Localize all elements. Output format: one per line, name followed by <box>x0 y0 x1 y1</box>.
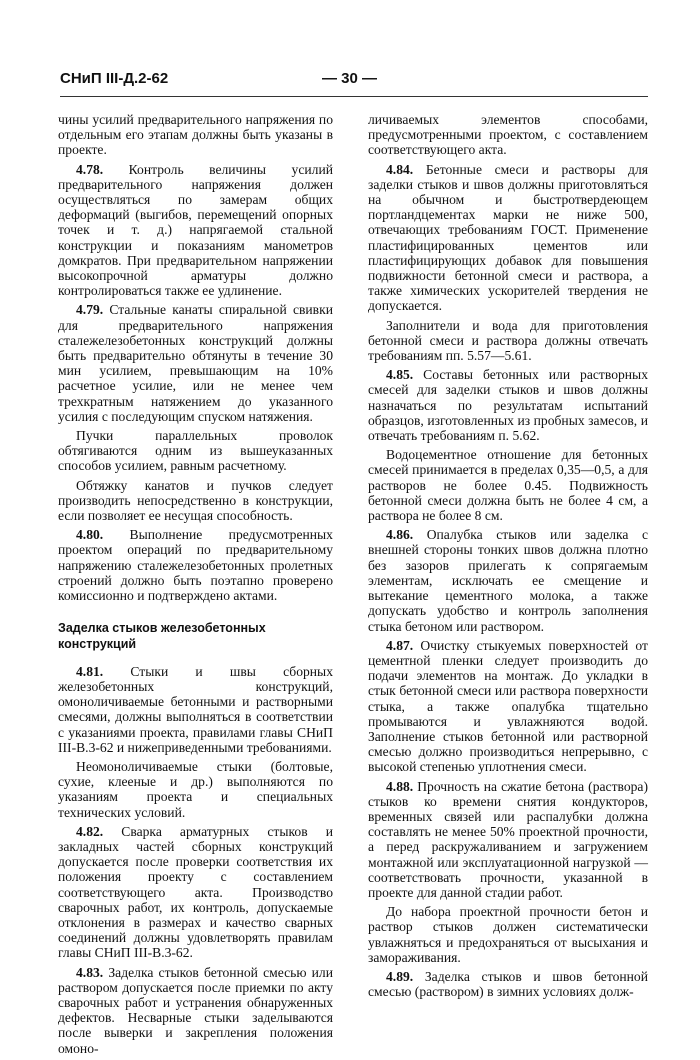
paragraph-4-79: 4.79. Стальные канаты спиральной свивки для предварительного напряжения сталежелезобетонных конструкций должны быть предварительно обтянуты в течение 30 мин усилием, превышающим на 10% расчетное усилие, или не менее чем трехкратным натяжением до указанного усилия с последующим спуском натяжения. <box>58 302 333 424</box>
paragraph-4-84: 4.84. Бетонные смеси и растворы для заделки стыков и швов должны приготовляться на обычном и быстротвердеющем портландцементах марки не ниже 500, отвечающих требованиям ГОСТ. Применение пластифицированных цементов или пластифицирующих добавок для повышения подвижности бетонной смеси и раствора, а также химических ускорителей твердения не допускается. <box>368 161 649 314</box>
clause-number: 4.81. <box>76 663 104 679</box>
paragraph: Пучки параллельных проволок обтягиваются одним из вышеуказанных способов усилием, равным расчетному. <box>58 428 333 474</box>
paragraph-4-86: 4.86. Опалубка стыков или заделка с внешней стороны тонких швов должна плотно без зазоров прилегать к сопрягаемым элементам, исключать ее смещение и вытекание цементного молока, а также допускать удобство и контроль заполнения стыка бетоном или раствором. <box>368 527 648 634</box>
paragraph-4-78: 4.78. Контроль величины усилий предварительного напряжения должен осуществляться по замерам общих деформаций (выгибов, перемещений опорных точек и т. д.) напрягаемой стальной конструкции и показаниям манометров домкратов. При предварительном напряжении высокопрочной арматуры должно контролироваться также ее удлинение. <box>58 161 333 299</box>
clause-number: 4.78. <box>76 161 104 177</box>
page-number: — 30 — <box>322 70 378 87</box>
paragraph-4-80: 4.80. Выполнение предусмотренных проектом операций по предварительному напряжению сталежелезобетонных пролетных строений должно быть поэтапно проверено комиссионно и подтверждено актами. <box>58 527 333 604</box>
paragraph-4-82: 4.82. Сварка арматурных стыков и закладных частей сборных конструкций допускается после проверки соответствия их положения проекту с составлением соответствующего акта. Производство сварочных работ, их контроль, допускаемые отклонения в размерах и качество сварных соединений должны удовлетворять правилам главы СНиП III-В.3-62. <box>58 823 333 961</box>
paragraph-4-88: 4.88. Прочность на сжатие бетона (раствора) стыков ко времени снятия кондукторов, временных связей или распалубки должна составлять не менее 50% проектной прочности, а перед раскружаливанием и загружением монтажной или эксплуатационной нагрузкой — соответствовать прочности, указанной в проекте для данной стадии работ. <box>368 778 648 900</box>
clause-number: 4.89. <box>386 968 414 984</box>
right-column <box>368 112 648 1003</box>
document-code: СНиП III-Д.2-62 <box>60 70 169 87</box>
paragraph: личиваемых элементов способами, предусмотренными проектом, с составлением соответствующего акта. <box>368 112 648 158</box>
paragraph-4-81: 4.81. Стыки и швы сборных железобетонных конструкций, омоноличиваемые бетонными и растворными смесями, должны выполняться в соответствии с указаниями проекта, правилами главы СНиП III-В.3-62 и нижеприведенными требованиями. <box>58 663 333 755</box>
paragraph-4-87: 4.87. Очистку стыкуемых поверхностей от цементной пленки следует производить до подачи элементов на монтаж. До укладки в стык бетонной смеси или раствора поверхности стыка, а также опалубка тщательно промываются и увлажняются водой. Заполнение стыков бетонной или растворной смесью должно производиться непрерывно, с высокой степенью уплотнения смеси. <box>368 637 648 775</box>
clause-number: 4.80. <box>76 527 104 543</box>
paragraph: Водоцементное отношение для бетонных смесей принимается в пределах 0,35—0,5, а для растворов не более 0.45. Подвижность бетонной смеси должна быть не более 4 см, а раствора не более 8 см. <box>368 447 648 524</box>
clause-number: 4.86. <box>386 527 414 543</box>
header-rule <box>60 96 648 97</box>
paragraph-4-83: 4.83. Заделка стыков бетонной смесью или раствором допускается после приемки по акту сварочных работ и устранения обнаруженных дефектов. Несварные стыки заделываются после выверки и закрепления положения омоно- <box>58 964 333 1056</box>
paragraph: чины усилий предварительного напряжения по отдельным его этапам должны быть указаны в проекте. <box>58 112 333 158</box>
paragraph-4-85: 4.85. Составы бетонных или растворных смесей для заделки стыков и швов должны назначаться по результатам испытаний образцов, изготовленных из пробных замесов, и отвечать требованиям п. 5.62. <box>368 367 648 444</box>
clause-number: 4.84. <box>386 161 414 177</box>
clause-number: 4.85. <box>386 367 414 383</box>
section-heading: Заделка стыков железобетонных конструкций <box>58 621 266 651</box>
clause-number: 4.82. <box>76 823 104 839</box>
clause-number: 4.79. <box>76 302 104 318</box>
paragraph: Неомоноличиваемые стыки (болтовые, сухие, клееные и др.) выполняются по указаниям проекта и специальных технических условий. <box>58 758 333 820</box>
paragraph: Заполнители и вода для приготовления бетонной смеси и раствора должны отвечать требованиям пп. 5.57—5.61. <box>368 317 648 364</box>
paragraph: До набора проектной прочности бетон и раствор стыков должен систематически увлажняться и предохраняться от высыхания и замораживания. <box>368 904 648 965</box>
page-header <box>50 70 655 92</box>
clause-number: 4.83. <box>76 964 104 980</box>
clause-number: 4.87. <box>386 637 414 653</box>
clause-number: 4.88. <box>386 778 414 794</box>
left-column <box>58 112 333 1060</box>
paragraph: Обтяжку канатов и пучков следует производить непосредственно в конструкции, если позволяет ее несущая способность. <box>58 477 333 524</box>
paragraph-4-89: 4.89. Заделка стыков и швов бетонной смесью (раствором) в зимних условиях долж- <box>368 968 648 1000</box>
